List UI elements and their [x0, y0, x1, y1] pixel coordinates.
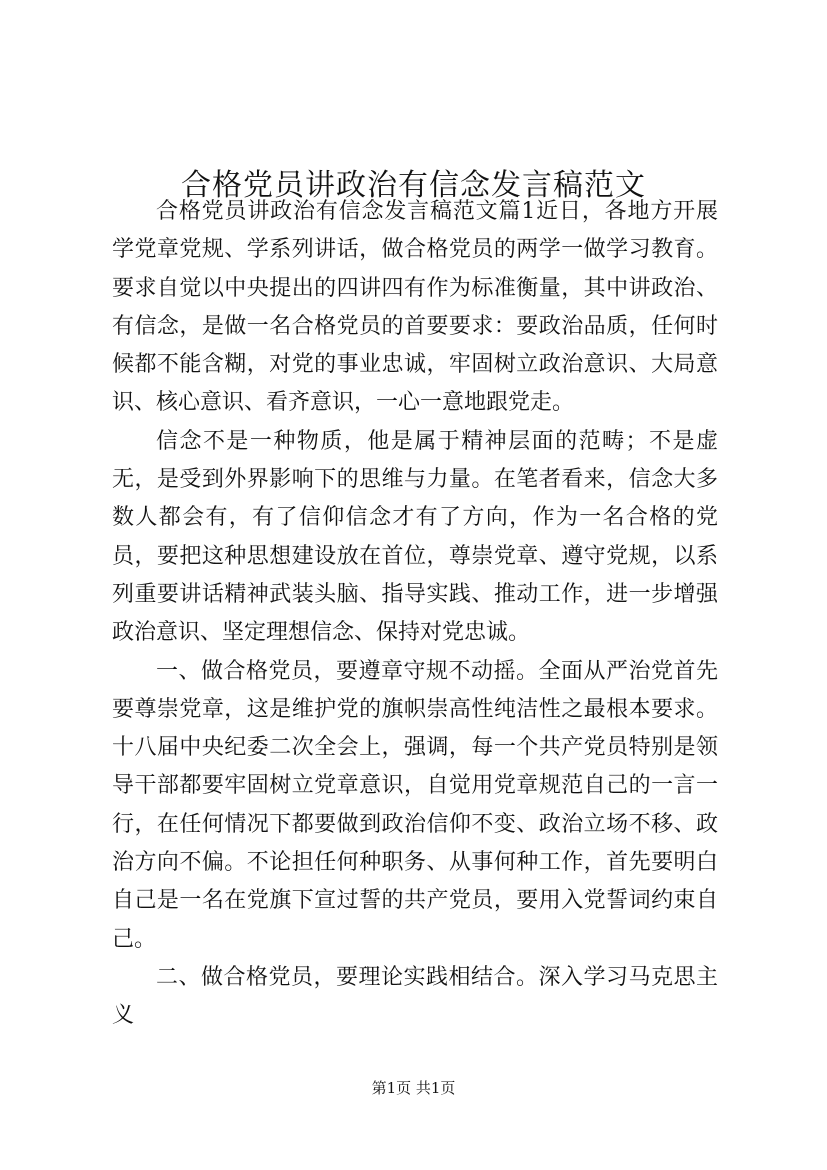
- paragraph-1: 合格党员讲政治有信念发言稿范文篇1近日，各地方开展学党章党规、学系列讲话，做合格党员的两学一做学习教育。要求自觉以中央提出的四讲四有作为标准衡量，其中讲政治、有信念，是做一名合格党员的首要要求：要政治品质，任何时候都不能含糊，对党的事业忠诚，牢固树立政治意识、大局意识、核心意识、看齐意识，一心一意地跟党走。: [112, 199, 718, 416]
- paragraph-2: 信念不是一种物质，他是属于精神层面的范畴；不是虚无，是受到外界影响下的思维与力量。在笔者看来，信念大多数人都会有，有了信仰信念才有了方向，作为一名合格的党员，要把这种思想建设放在首位，尊崇党章、遵守党规，以系列重要讲话精神武装头脑、指导实践、推动工作，进一步增强政治意识、坚定理想信念、保持对党忠诚。: [112, 428, 718, 646]
- page-footer: 第1页 共1页: [371, 1079, 456, 1097]
- document-title: 合格党员讲政治有信念发言稿范文: [181, 168, 646, 204]
- paragraph-4: 二、做合格党员，要理论实践相结合。深入学习马克思主义: [112, 964, 718, 1029]
- paragraph-3: 一、做合格党员，要遵章守规不动摇。全面从严治党首先要尊崇党章，这是维护党的旗帜崇高性纯洁性之最根本要求。十八届中央纪委二次全会上，强调，每一个共产党员特别是领导干部都要牢固树立党章意识，自觉用党章规范自己的一言一行，在任何情况下都要做到政治信仰不变、政治立场不移、政治方向不偏。不论担任何种职务、从事何种工作，首先要明白自己是一名在党旗下宣过誓的共产党员，要用入党誓词约束自己。: [112, 658, 718, 952]
- document-body: [112, 193, 718, 1036]
